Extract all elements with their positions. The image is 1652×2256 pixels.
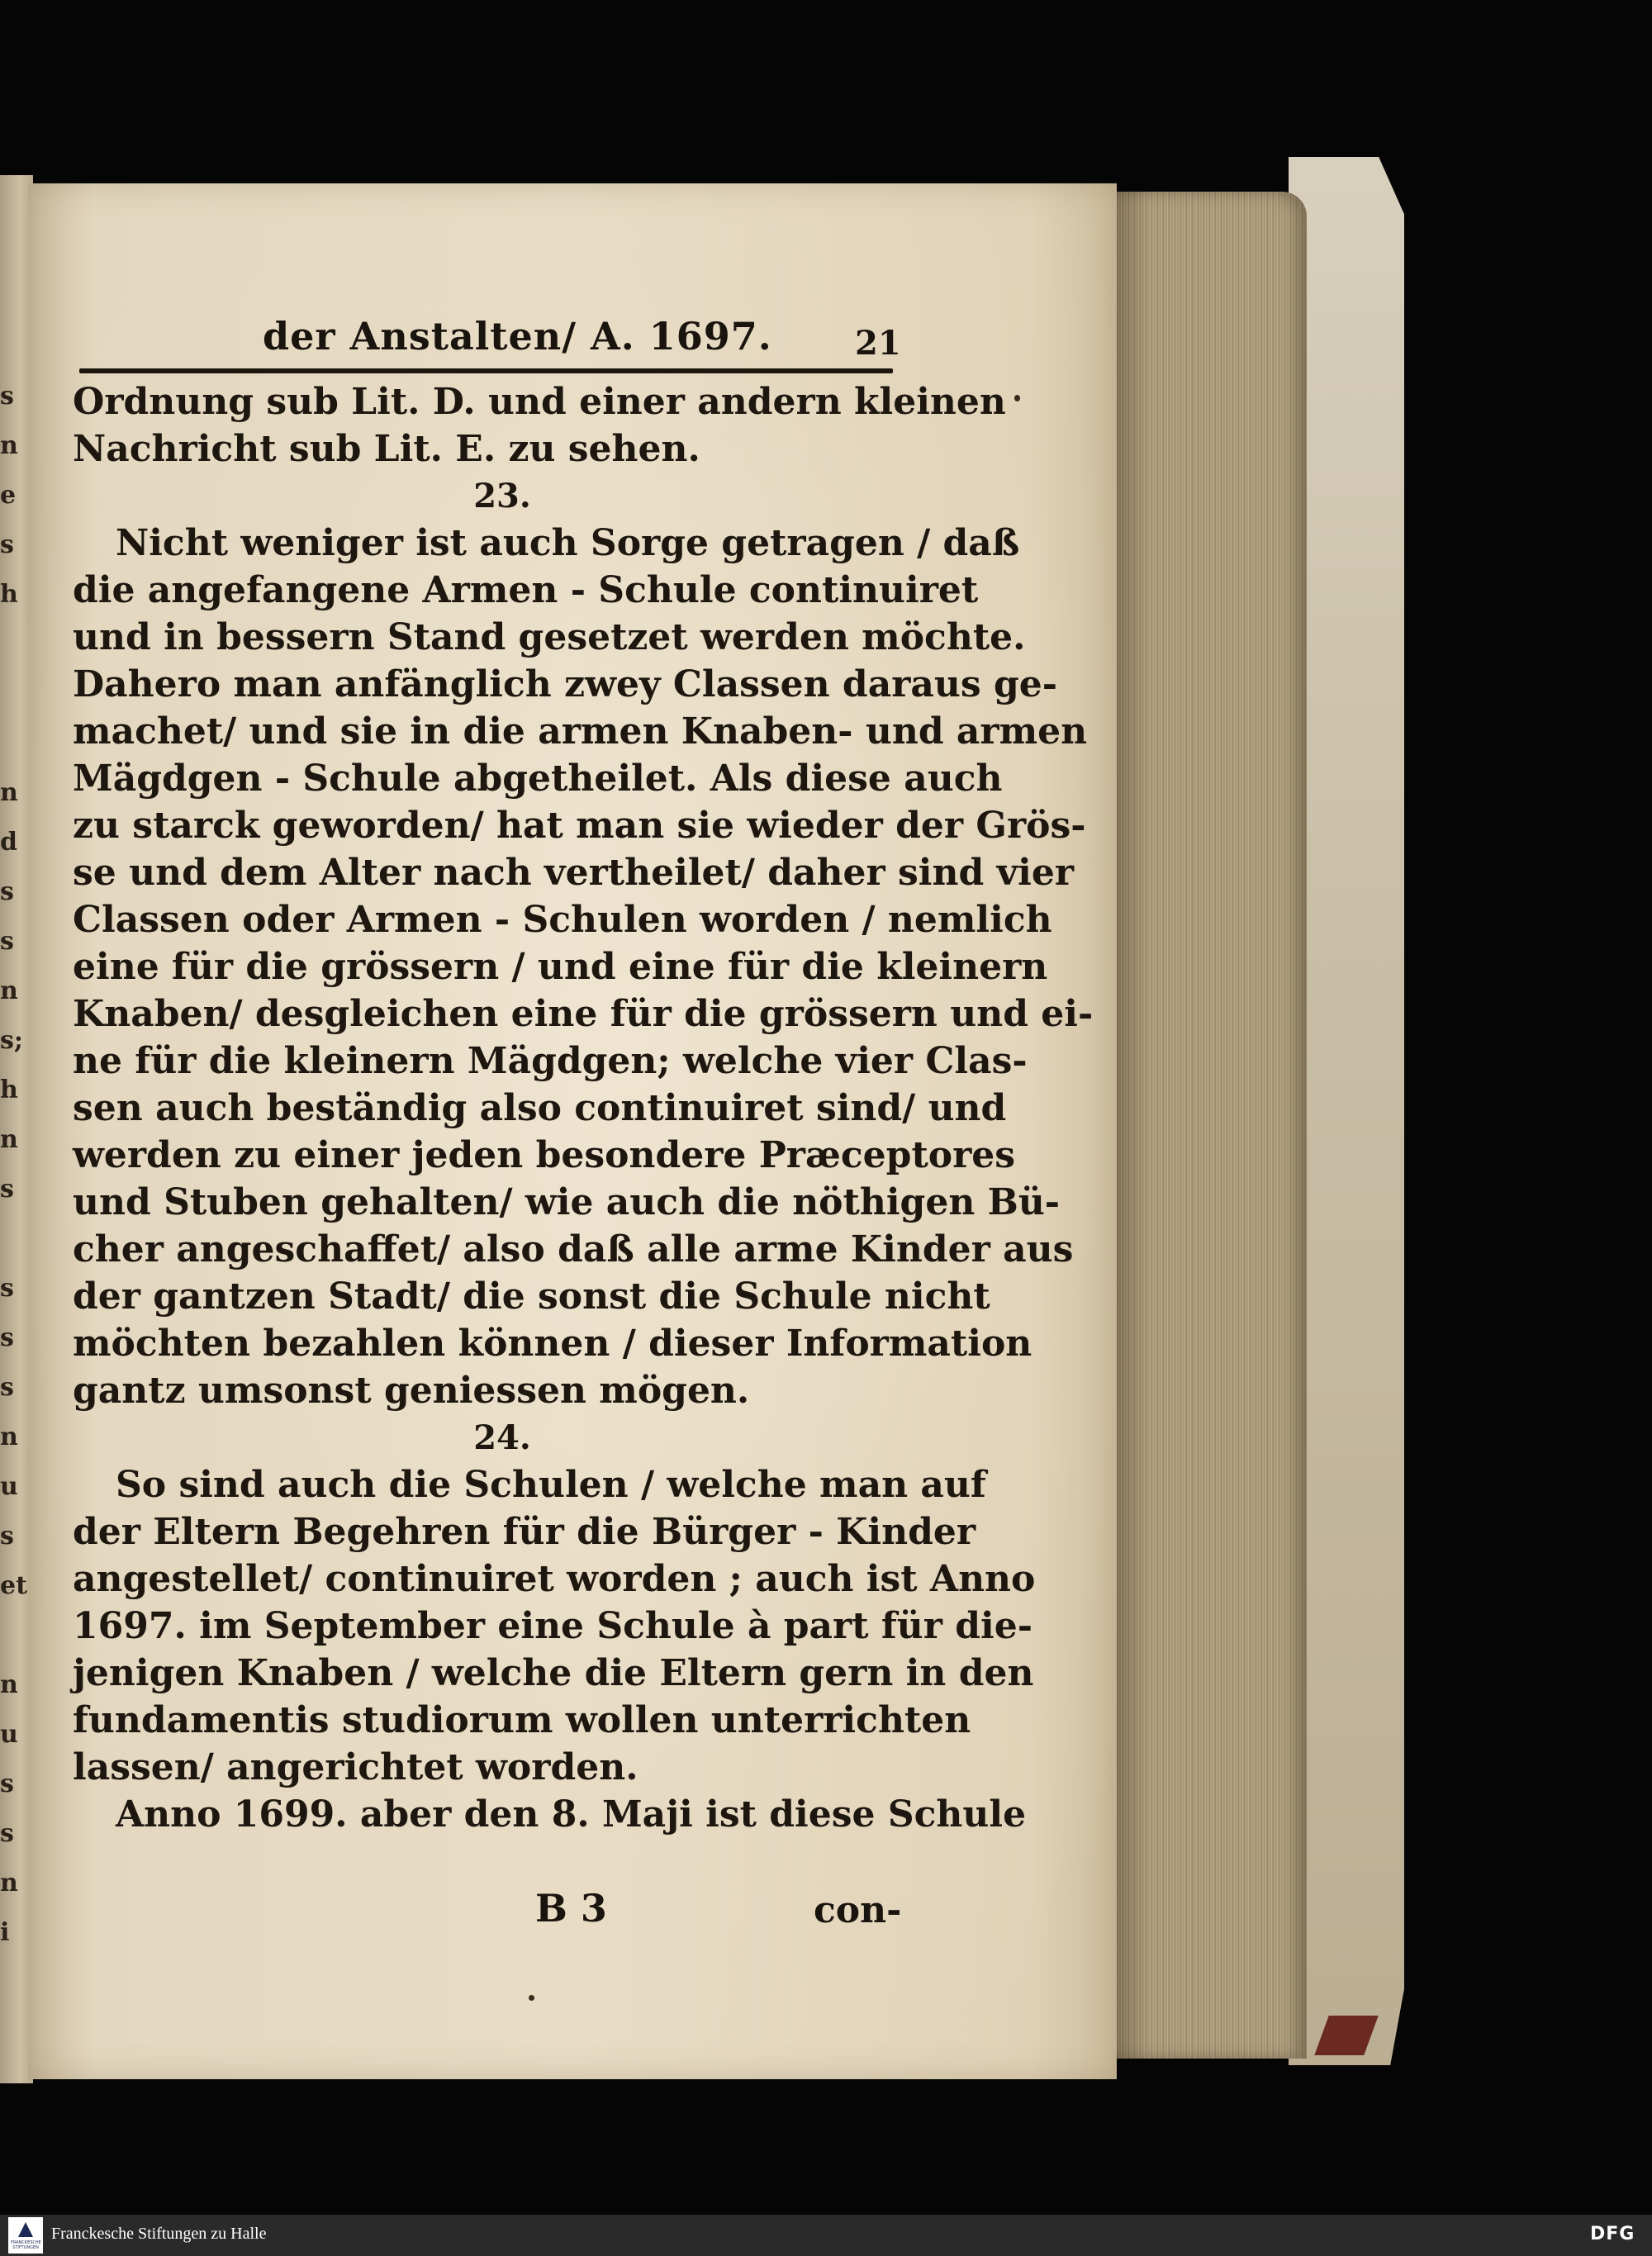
facing-page-fragment: n	[0, 778, 18, 807]
paper-speck	[529, 1995, 534, 2001]
facing-page-fragment: i	[0, 1918, 10, 1947]
facing-page-fragment: s	[0, 1522, 14, 1551]
text-line: So sind auch die Schulen / welche man auf	[116, 1464, 986, 1506]
text-line: jenigen Knaben / welche die Eltern gern in den	[73, 1652, 1034, 1694]
paper-speck	[1014, 395, 1020, 401]
facing-page-fragment	[0, 669, 21, 719]
dfg-logo[interactable]: DFG	[1590, 2224, 1635, 2244]
facing-page-fragment: s	[0, 1373, 14, 1402]
text-line: angestellet/ continuiret worden ; auch ist Anno	[73, 1558, 1036, 1600]
section-number: 24.	[473, 1418, 531, 1457]
facing-page-fragments	[0, 372, 27, 1947]
facing-page-fragment: s	[0, 1819, 14, 1848]
facing-page-fragment: d	[0, 828, 17, 857]
text-line: Nachricht sub Lit. E. zu sehen.	[73, 428, 700, 470]
text-line: Ordnung sub Lit. D. und einer andern kleinen	[73, 381, 1006, 423]
text-line: gantz umsonst geniessen mögen.	[73, 1370, 750, 1412]
text-line: eine für die grössern / und eine für die kleinern	[73, 946, 1048, 988]
text-line: möchten bezahlen können / dieser Information	[73, 1323, 1032, 1365]
text-line: Knaben/ desgleichen eine für die grössern und ei-	[73, 993, 1094, 1035]
facing-page-fragment	[0, 1611, 21, 1660]
facing-page-fragment	[0, 719, 21, 768]
facing-page-fragment: s	[0, 1323, 14, 1352]
text-line: 1697. im September eine Schule à part für die-	[73, 1605, 1033, 1647]
text-line: der gantzen Stadt/ die sonst die Schule nicht	[73, 1275, 990, 1318]
text-line: Classen oder Armen - Schulen worden / nemlich	[73, 899, 1052, 941]
facing-page-fragment: u	[0, 1472, 18, 1501]
footer-institution-label[interactable]: Franckesche Stiftungen zu Halle	[51, 2225, 267, 2243]
text-line: Dahero man anfänglich zwey Classen daraus ge-	[73, 663, 1057, 705]
text-line: fundamentis studiorum wollen unterrichten	[73, 1699, 971, 1741]
facing-page-fragment	[0, 1214, 21, 1264]
logo-text: FRANCKESCHE STIFTUNGEN	[11, 2240, 41, 2250]
text-line: werden zu einer jeden besondere Præceptores	[73, 1134, 1016, 1176]
facing-page-fragment: h	[0, 1076, 18, 1104]
text-line: sen auch beständig also continuiret sind/ und	[73, 1087, 1007, 1129]
facing-page-fragment: n	[0, 1869, 18, 1897]
facing-page-fragment: s	[0, 1769, 14, 1798]
facing-page-fragment: n	[0, 976, 18, 1005]
text-line: und Stuben gehalten/ wie auch die nöthigen Bü-	[73, 1181, 1061, 1223]
facing-page-fragment: s	[0, 1175, 14, 1204]
text-line: die angefangene Armen - Schule continuiret	[73, 569, 979, 611]
page-number: 21	[855, 324, 901, 363]
running-head: der Anstalten/ A. 1697.	[263, 314, 772, 359]
text-line: machet/ und sie in die armen Knaben- und armen	[73, 710, 1088, 753]
facing-page-fragment: s	[0, 1274, 14, 1303]
facing-page-fragment: s	[0, 877, 14, 906]
text-line: Mägdgen - Schule abgetheilet. Als diese auch	[73, 758, 1003, 800]
facing-page-fragment: s	[0, 530, 14, 559]
facing-page-fragment: s	[0, 382, 14, 411]
text-line: Anno 1699. aber den 8. Maji ist diese Schule	[116, 1793, 1027, 1836]
facing-page-fragment: n	[0, 431, 18, 460]
catchword: con-	[814, 1889, 902, 1931]
facing-page-fragment: n	[0, 1670, 18, 1699]
page-edges-shadow	[1117, 192, 1150, 2059]
facing-page-fragment: h	[0, 580, 18, 609]
facing-page-fragment: s	[0, 927, 14, 956]
text-line: der Eltern Begehren für die Bürger - Kinder	[73, 1511, 976, 1553]
text-line: Nicht weniger ist auch Sorge getragen / daß	[116, 522, 1020, 564]
facing-page-fragment: et	[0, 1571, 27, 1600]
facing-page-fragment: s;	[0, 1026, 23, 1055]
facing-page-fragment: u	[0, 1720, 18, 1749]
section-number: 23.	[473, 477, 531, 515]
text-line: cher angeschaffet/ also daß alle arme Kinder aus	[73, 1228, 1074, 1270]
text-line: lassen/ angerichtet worden.	[73, 1746, 638, 1788]
head-rule	[79, 368, 893, 373]
signature-mark: B 3	[535, 1886, 607, 1931]
facing-page-fragment: n	[0, 1125, 18, 1154]
facing-page-fragment	[0, 620, 21, 669]
text-line: und in bessern Stand gesetzet werden möchte.	[73, 616, 1026, 658]
facing-page-fragment: n	[0, 1422, 18, 1451]
body-text	[73, 378, 1094, 1838]
text-line: se und dem Alter nach vertheilet/ daher sind vier	[73, 852, 1075, 894]
text-line: zu starck geworden/ hat man sie wieder der Grös-	[73, 805, 1086, 847]
text-line: ne für die kleinern Mägdgen; welche vier Clas-	[73, 1040, 1028, 1082]
facing-page-fragment: e	[0, 481, 17, 510]
